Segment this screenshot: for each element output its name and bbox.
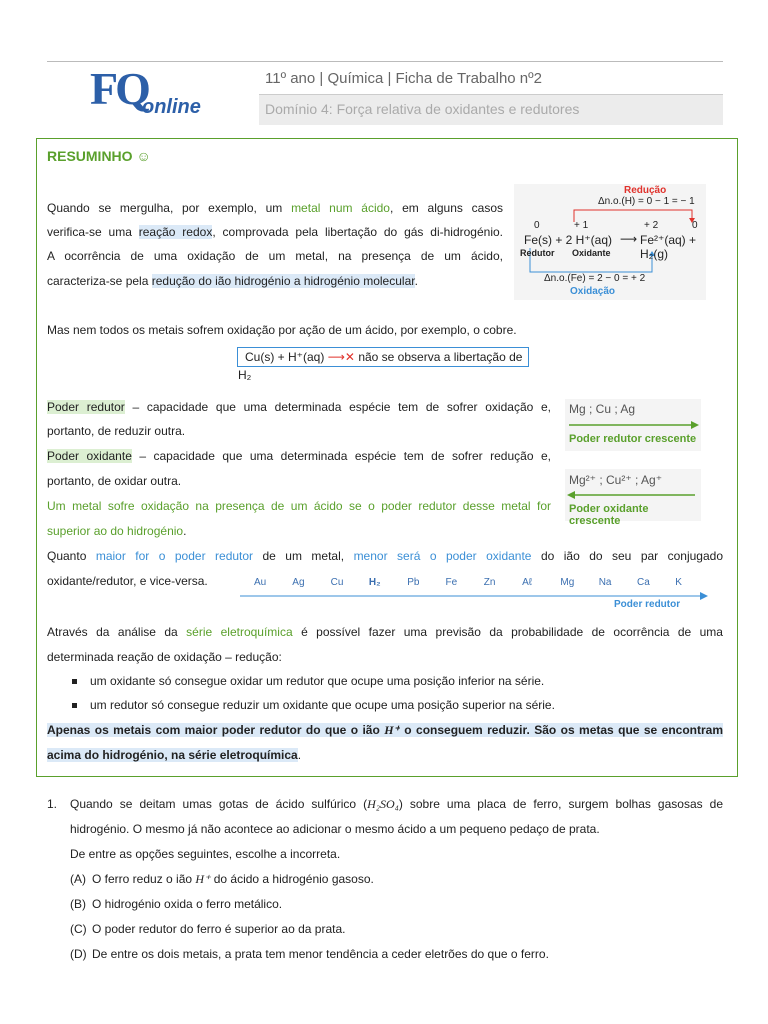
delta-h: Δn.o.(H) = 0 − 1 = − 1 [598, 196, 695, 207]
no-h: + 1 [574, 220, 589, 231]
page-subtitle: Domínio 4: Força relativa de oxidantes e redutores [265, 101, 580, 117]
series-metal: Ca [637, 577, 650, 588]
poder-oxidante-line2: portanto, de oxidar outra. [47, 474, 182, 488]
electrochemical-series [240, 574, 710, 614]
redox-diagram [514, 184, 706, 300]
eq-arrow: ⟶ [620, 232, 638, 246]
page-title: 11º ano | Química | Ficha de Trabalho nº2 [265, 70, 542, 87]
bullet-marker [72, 679, 77, 684]
p1-line2: verifica-se uma reação redox, comprovada pela libertação do gás di-hidrogénio. [47, 225, 503, 239]
summary-heading: RESUMINHO ☺ [47, 148, 151, 164]
poder-oxidante-line1: Poder oxidante – capacidade que uma determinada espécie tem de sofrer redução e, [47, 449, 551, 463]
oxidacao-label: Oxidação [570, 286, 616, 297]
header-top-rule [47, 61, 723, 62]
poder-redutor-line2: portanto, de reduzir outra. [47, 424, 186, 438]
option-text: O hidrogénio oxida o ferro metálico. [92, 897, 283, 911]
final-line1: Apenas os metais com maior poder redutor do que o ião H⁺ o conseguem reduzir. São os metas que se encontram [47, 723, 723, 737]
cu-equation: Cu(s) + H⁺(aq) ⟶✕ não se observa a libertação de H₂ [237, 347, 529, 367]
option-letter: (C) [70, 922, 87, 936]
series-metal: Pb [407, 577, 420, 588]
option-text: O poder redutor do ferro é superior ao da prata. [92, 922, 346, 936]
final-line2: acima do hidrogénio, na série eletroquímica. [47, 748, 302, 762]
no-h2: 0 [692, 220, 698, 231]
p1-line3: A ocorrência de uma oxidação de um metal, na presença de um ácido, [47, 249, 503, 263]
question-line3: De entre as opções seguintes, escolhe a incorreta. [70, 847, 341, 861]
question-line2: hidrogénio. O mesmo já não acontece ao adicionar o mesmo ácido a um pequeno pedaço de prata. [70, 822, 600, 836]
no-fe: 0 [534, 220, 540, 231]
scale-oxidante [565, 469, 701, 527]
logo-online: online [142, 96, 201, 118]
option-d[interactable] [70, 947, 549, 961]
p3-line2: oxidante/redutor, e vice-versa. [47, 574, 208, 588]
green-line2: superior ao do hidrogénio. [47, 524, 187, 538]
option-a[interactable] [70, 872, 374, 887]
p1-line1: Quando se mergulha, por exemplo, um metal num ácido, em alguns casos [47, 201, 504, 215]
series-metal: K [675, 577, 682, 588]
logo-fq: FQ [90, 63, 148, 114]
p3-line1: Quanto maior for o poder redutor de um metal, menor será o poder oxidante do ião do seu par conjugado [47, 549, 723, 563]
eq-right: Fe²⁺(aq) + H₂(g) [640, 233, 697, 261]
eq-left: Fe(s) + 2 H⁺(aq) [524, 233, 613, 247]
option-letter: (B) [70, 897, 86, 911]
no-fe2: + 2 [644, 220, 659, 231]
series-metal: Ag [292, 577, 305, 588]
scale-redutor-label: Poder redutor crescente [569, 433, 697, 445]
question-line1: Quando se deitam umas gotas de ácido sulfúrico (H₂SO₄) sobre uma placa de ferro, surgem bolhas gasosas de [70, 797, 724, 811]
scale-redutor-items: Mg ; Cu ; Ag [569, 402, 636, 416]
p4-line1: Através da análise da série eletroquímica é possível fazer uma previsão da probabilidade de ocorrência de uma [47, 625, 723, 639]
delta-fe: Δn.o.(Fe) = 2 − 0 = + 2 [544, 273, 646, 284]
scale-oxidante-arrow [565, 489, 701, 501]
option-letter: (A) [70, 872, 86, 886]
series-metal: Cu [330, 577, 344, 588]
p4-line2: determinada reação de oxidação – redução: [47, 650, 282, 664]
option-b[interactable] [70, 897, 282, 911]
poder-redutor-line1: Poder redutor – capacidade que uma determinada espécie tem de sofrer oxidação e, [47, 400, 551, 414]
series-metal: Zn [483, 577, 496, 588]
cross-arrow: ⟶✕ [327, 350, 355, 364]
option-text-end: do ácido a hidrogénio gasoso. [210, 872, 374, 886]
green-line1: Um metal sofre oxidação na presença de um ácido se o poder redutor desse metal for [47, 499, 551, 513]
scale-redutor [565, 399, 701, 451]
bullet-marker [72, 703, 77, 708]
series-metal: Fe [445, 577, 458, 588]
series-metal: H₂ [368, 577, 381, 588]
series-metal: Au [254, 577, 267, 588]
reducao-label: Redução [624, 185, 667, 196]
scale-redutor-arrow [565, 419, 701, 431]
redutor-label: Redutor [520, 248, 555, 258]
p2: Mas nem todos os metais sofrem oxidação por ação de um ácido, por exemplo, o cobre. [47, 323, 517, 337]
bullet-1: um oxidante só consegue oxidar um redutor que ocupe uma posição inferior na série. [72, 674, 544, 688]
scale-oxidante-items: Mg²⁺ ; Cu²⁺ ; Ag⁺ [569, 473, 663, 487]
series-metals [240, 577, 690, 591]
option-c[interactable] [70, 922, 345, 936]
p1-line4: caracteriza-se pela redução do ião hidrogénio a hidrogénio molecular. [47, 274, 418, 288]
option-letter: (D) [70, 947, 87, 961]
question-number: 1. [47, 797, 58, 811]
option-text: O ferro reduz o ião [92, 872, 196, 886]
option-text: De entre os dois metais, a prata tem menor tendência a ceder eletrões do que o ferro. [92, 947, 549, 961]
oxidante-label: Oxidante [572, 248, 611, 258]
scale-oxidante-label: Poder oxidante crescente [569, 503, 649, 527]
bullet-2: um redutor só consegue reduzir um oxidante que ocupe uma posição superior na série. [72, 698, 555, 712]
series-metal: Aℓ [522, 577, 532, 588]
logo [90, 64, 220, 122]
option-ion: H⁺ [195, 872, 211, 886]
series-metal: Mg [560, 577, 575, 588]
series-metal: Na [598, 577, 612, 588]
series-label: Poder redutor [614, 599, 681, 610]
